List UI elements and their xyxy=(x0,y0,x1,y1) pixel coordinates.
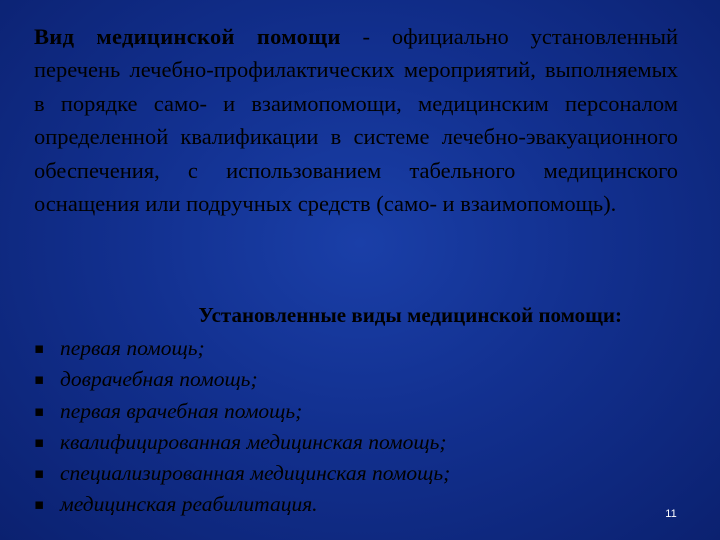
square-bullet-icon: ▪ xyxy=(34,432,45,451)
list-item xyxy=(34,333,678,364)
types-list xyxy=(34,333,678,521)
list-item-text: специализированная медицинская помощь; xyxy=(60,461,451,486)
list-item xyxy=(34,458,678,489)
list-item xyxy=(34,427,678,458)
list-item xyxy=(34,396,678,427)
types-heading-text: Установленные виды медицинской помощи: xyxy=(198,303,622,327)
definition-paragraph xyxy=(34,20,678,220)
definition-text: - официально установленный перечень лечебно-профилактических мероприятий, выполняемых в порядке само- и взаимопомощи, медицинским персоналом определенной квалификации в системе лечебно-эвакуационного обеспечения, с использованием табельного медицинского оснащения или подручных средств (само- и взаимопомощь). xyxy=(34,24,678,217)
list-item-text: доврачебная помощь; xyxy=(60,367,258,392)
square-bullet-icon: ▪ xyxy=(34,495,45,514)
list-item xyxy=(34,364,678,395)
definition-term: Вид медицинской помощи xyxy=(34,24,341,49)
square-bullet-icon: ▪ xyxy=(34,401,45,420)
list-item xyxy=(34,489,678,520)
page-number: 11 xyxy=(665,508,677,520)
list-item-text: первая помощь; xyxy=(60,336,205,360)
list-item-text: квалифицированная медицинская помощь; xyxy=(60,429,447,454)
square-bullet-icon: ▪ xyxy=(34,339,45,357)
types-heading xyxy=(34,298,678,332)
square-bullet-icon: ▪ xyxy=(34,370,45,389)
list-item-text: первая врачебная помощь; xyxy=(60,398,303,423)
list-item-text: медицинская реабилитация. xyxy=(60,492,318,517)
square-bullet-icon: ▪ xyxy=(34,464,45,483)
